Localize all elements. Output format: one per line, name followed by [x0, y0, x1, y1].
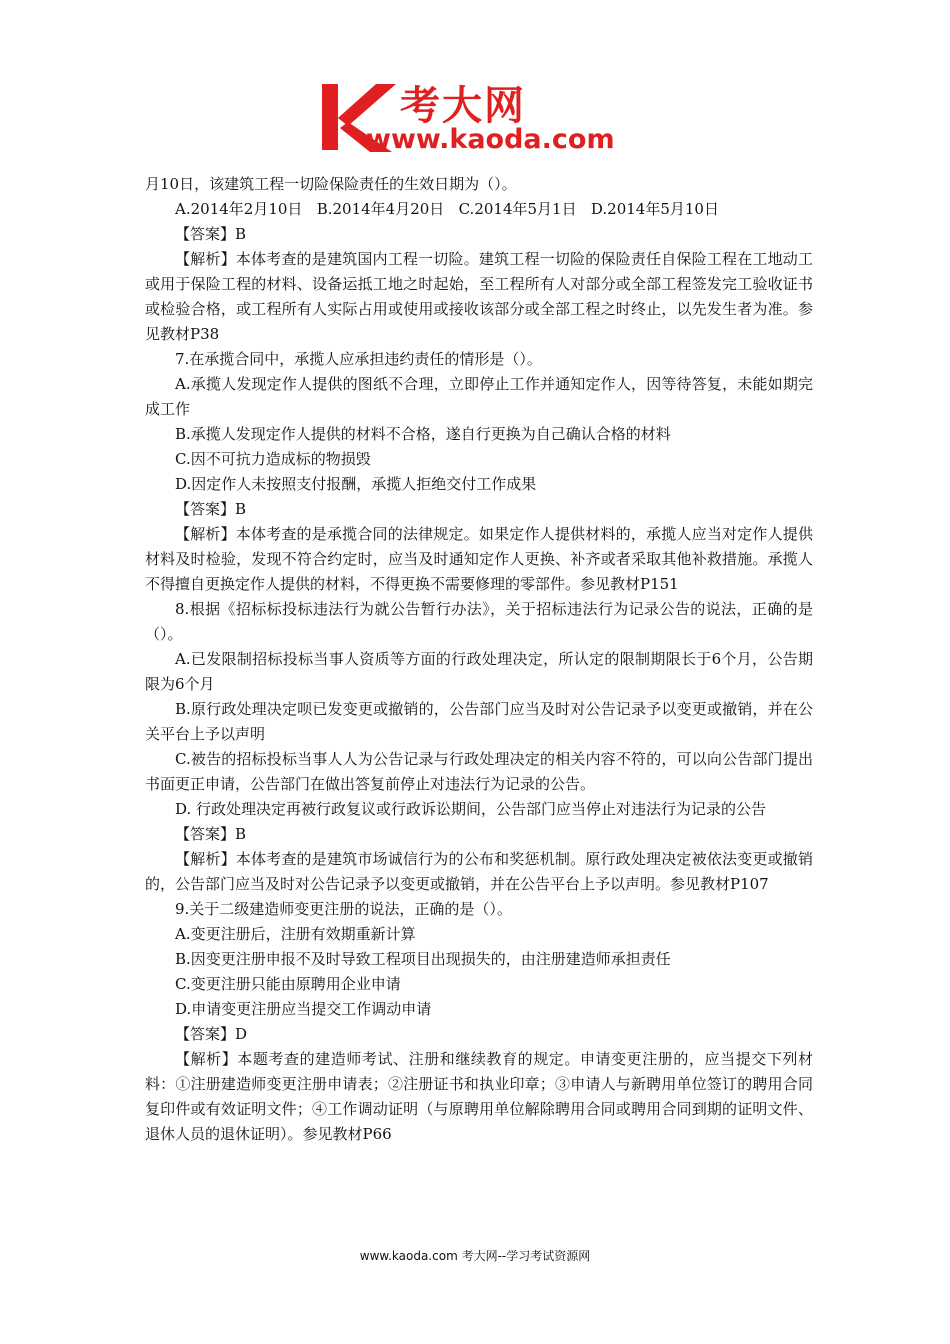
paragraph: A.变更注册后，注册有效期重新计算 — [175, 925, 416, 943]
paragraph: A.承揽人发现定作人提供的图纸不合理，立即停止工作并通知定作人，因等待答复，未能如期完成工作 — [145, 375, 813, 418]
paragraph: 【解析】本体考查的是承揽合同的法律规定。如果定作人提供材料的，承揽人应当对定作人提供材料及时检验，发现不符合约定时，应当及时通知定作人更换、补齐或者采取其他补救措施。承揽人不得擅自更换定作人提供的材料，不得更换不需要修理的零部件。参见教材P151 — [145, 525, 813, 593]
paragraph: C.被告的招标投标当事人人为公告记录与行政处理决定的相关内容不符的，可以向公告部门提出书面更正申请，公告部门在做出答复前停止对违法行为记录的公告。 — [145, 750, 813, 793]
paragraph: 【答案】B — [175, 500, 247, 518]
paragraph: B.承揽人发现定作人提供的材料不合格，遂自行更换为自己确认合格的材料 — [175, 425, 671, 443]
paragraph: 8.根据《招标标投标违法行为就公告暂行办法》，关于招标违法行为记录公告的说法，正确的是（）。 — [145, 600, 813, 643]
logo-brand-cn: 考大网 — [400, 83, 526, 129]
paragraph: 7.在承揽合同中，承揽人应承担违约责任的情形是（）。 — [175, 350, 542, 368]
logo-url: www.kaoda.com — [366, 124, 615, 155]
paragraph: 【答案】B — [175, 225, 247, 243]
paragraph: B.原行政处理决定呗已发变更或撤销的，公告部门应当及时对公告记录予以变更或撤销，并在公关平台上予以声明 — [145, 700, 813, 743]
paragraph: 【解析】本体考查的是建筑市场诚信行为的公布和奖惩机制。原行政处理决定被依法变更或撤销的，公告部门应当及时对公告记录予以变更或撤销，并在公告平台上予以声明。参见教材P107 — [145, 850, 813, 893]
paragraph: A.已发限制招标投标当事人资质等方面的行政处理决定，所认定的限制期限长于6个月，公告期限为6个月 — [145, 650, 813, 693]
document-body — [145, 172, 813, 1147]
paragraph: B.因变更注册申报不及时导致工程项目出现损失的，由注册建造师承担责任 — [175, 950, 671, 968]
paragraph: C.因不可抗力造成标的物损毁 — [175, 450, 371, 468]
paragraph: 【解析】本体考查的是建筑国内工程一切险。建筑工程一切险的保险责任自保险工程在工地动工或用于保险工程的材料、设备运抵工地之时起始，至工程所有人对部分或全部工程签发完工验收证书或检验合格，或工程所有人实际占用或使用或接收该部分或全部工程之时终止，以先发生者为准。参见教材P38 — [145, 250, 813, 343]
page-footer: www.kaoda.com 考大网--学习考试资源网 — [359, 1249, 591, 1263]
paragraph: C.变更注册只能由原聘用企业申请 — [175, 975, 401, 993]
paragraph: 9.关于二级建造师变更注册的说法，正确的是（）。 — [175, 900, 512, 918]
paragraph: D.因定作人未按照支付报酬，承揽人拒绝交付工作成果 — [175, 475, 537, 493]
paragraph: D.申请变更注册应当提交工作调动申请 — [175, 1000, 432, 1018]
kaoda-logo — [318, 80, 638, 160]
paragraph: A.2014年2月10日 B.2014年4月20日 C.2014年5月1日 D.2014年5月10日 — [175, 200, 719, 218]
paragraph: 【解析】本题考查的建造师考试、注册和继续教育的规定。申请变更注册的，应当提交下列材料：①注册建造师变更注册申请表；②注册证书和执业印章；③申请人与新聘用单位签订的聘用合同复印件或有效证明文件；④工作调动证明（与原聘用单位解除聘用合同或聘用合同到期的证明文件、退休人员的退休证明）。参见教材P66 — [145, 1050, 813, 1143]
paragraph: D. 行政处理决定再被行政复议或行政诉讼期间，公告部门应当停止对违法行为记录的公告 — [175, 800, 767, 818]
paragraph: 【答案】D — [175, 1025, 248, 1043]
paragraph: 【答案】B — [175, 825, 247, 843]
paragraph: 月10日，该建筑工程一切险保险责任的生效日期为（）。 — [145, 175, 517, 193]
